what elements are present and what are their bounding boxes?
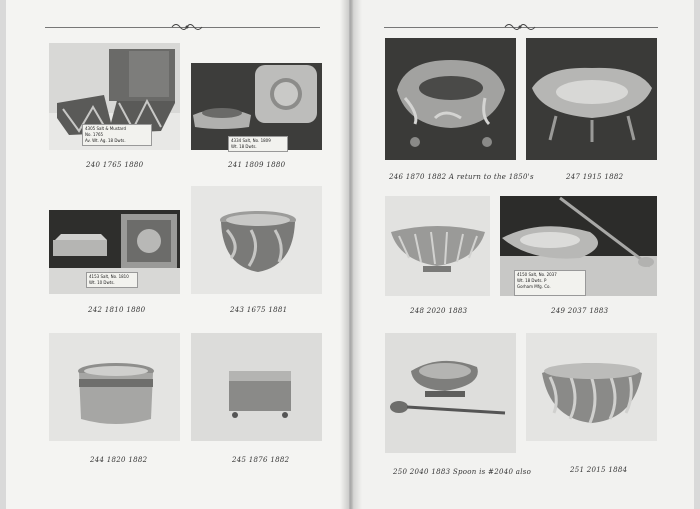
label-line: 4150 Salt, No. 2037 (517, 272, 557, 277)
caption-250: 250 2040 1883 Spoon is #2040 also (393, 468, 532, 476)
label-line: Av. Wt. Ag. 18 Dwts. (85, 138, 126, 143)
caption-244: 244 1820 1882 (90, 456, 148, 464)
label-line: Wt. 18 Dwts. (231, 144, 257, 149)
caption-246: 246 1870 1882 A return to the 1850's (389, 173, 534, 181)
photo-241-label-card (228, 136, 288, 152)
book-gutter (340, 0, 362, 509)
label-line: 4153 Salt, No. 1810 (89, 274, 129, 279)
photo-248-fluted-salt (385, 196, 490, 296)
label-line: No. 1765 (85, 132, 104, 137)
header-ornament-right (503, 22, 537, 32)
photo-249-label-card (514, 270, 586, 296)
caption-249: 249 2037 1883 (551, 307, 609, 315)
photo-242-label-card (86, 272, 138, 288)
photo-244-salt (49, 333, 180, 441)
label-line: Gorham Mfg. Co. (517, 284, 551, 289)
caption-241: 241 1809 1880 (228, 161, 286, 169)
caption-248: 248 2020 1883 (410, 307, 468, 315)
photo-247-shell-salt (526, 38, 657, 160)
caption-242: 242 1810 1880 (88, 306, 146, 314)
caption-240: 240 1765 1880 (86, 161, 144, 169)
caption-247: 247 1915 1882 (566, 173, 624, 181)
label-line: Wt. 10 Dwts. (89, 280, 115, 285)
photo-240-label-card (82, 124, 152, 146)
photo-245-salt (191, 333, 322, 441)
label-line: 4334 Salt, No. 1809 (231, 138, 271, 143)
caption-251: 251 2015 1884 (570, 466, 628, 474)
label-line: Wt. 18 Dwts. P (517, 278, 547, 283)
photo-246-footed-salt (385, 38, 516, 160)
header-ornament-left (170, 22, 204, 32)
caption-243: 243 1675 1881 (230, 306, 288, 314)
label-line: 4305 Salt & Mustard (85, 126, 126, 131)
photo-251-swirl-salt (526, 333, 657, 441)
photo-250-salt-and-spoon (385, 333, 516, 453)
caption-245: 245 1876 1882 (232, 456, 290, 464)
photo-243-repousse-salt (191, 186, 322, 294)
